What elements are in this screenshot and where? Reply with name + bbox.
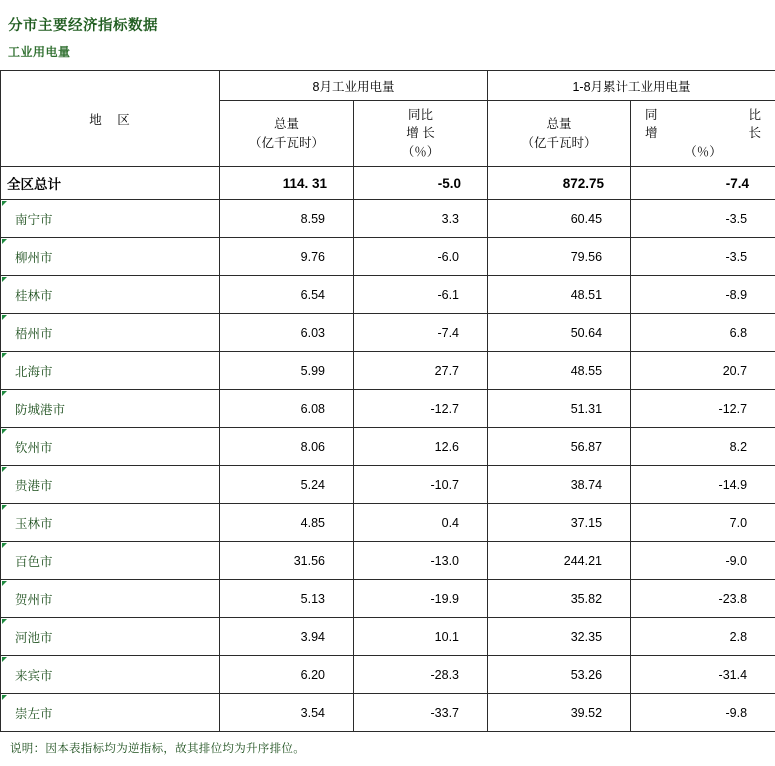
row-region-label (1, 238, 220, 276)
row-region-label (1, 314, 220, 352)
region-name: 柳州市 (15, 250, 53, 265)
row-region-label (1, 580, 220, 618)
row-region-label (1, 694, 220, 732)
table-row (1, 276, 775, 314)
cum-growth-line2: 增 长 (645, 126, 762, 141)
table-data-rows (1, 200, 775, 732)
row-aug-total: 8.59 (220, 200, 354, 238)
row-cum-growth: -9.0 (631, 542, 775, 580)
row-cum-total: 60.45 (488, 200, 631, 238)
row-cum-total: 48.51 (488, 276, 631, 314)
comment-marker-icon (2, 239, 7, 244)
comment-marker-icon (2, 619, 7, 624)
row-aug-total: 3.54 (220, 694, 354, 732)
comment-marker-icon (2, 657, 7, 662)
row-cum-growth: -14.9 (631, 466, 775, 504)
cum-growth-line1: 同比 (645, 108, 762, 123)
row-aug-growth: 0.4 (354, 504, 488, 542)
table-row (1, 504, 775, 542)
table-header (1, 71, 775, 167)
row-cum-total: 38.74 (488, 466, 631, 504)
total-region-label: 全区总计 (1, 167, 220, 200)
column-header-cum-total (488, 101, 631, 167)
cum-total-line1: 总量 (546, 117, 572, 132)
row-cum-growth: 6.8 (631, 314, 775, 352)
row-aug-total: 4.85 (220, 504, 354, 542)
table-row (1, 352, 775, 390)
row-cum-growth: -12.7 (631, 390, 775, 428)
row-cum-total: 48.55 (488, 352, 631, 390)
row-aug-total: 6.03 (220, 314, 354, 352)
table-row (1, 428, 775, 466)
comment-marker-icon (2, 695, 7, 700)
row-aug-growth: -12.7 (354, 390, 488, 428)
comment-marker-icon (2, 277, 7, 282)
aug-growth-line2: 增 长 (406, 126, 435, 141)
region-name: 贵港市 (15, 478, 53, 493)
row-cum-total: 53.26 (488, 656, 631, 694)
aug-total-line1: 总量 (273, 117, 299, 132)
row-region-label (1, 466, 220, 504)
total-cum-growth: -7.4 (631, 167, 775, 200)
total-cum-total: 872.75 (488, 167, 631, 200)
column-header-region: 地 区 (1, 71, 220, 167)
table-row (1, 238, 775, 276)
row-aug-total: 5.24 (220, 466, 354, 504)
table-row (1, 656, 775, 694)
row-aug-total: 3.94 (220, 618, 354, 656)
row-aug-total: 6.20 (220, 656, 354, 694)
row-cum-growth: -3.5 (631, 238, 775, 276)
comment-marker-icon (2, 315, 7, 320)
aug-total-unit: （亿千瓦时） (248, 135, 324, 150)
row-region-label (1, 200, 220, 238)
region-name: 来宾市 (15, 668, 53, 683)
cum-growth-unit: （％） (684, 144, 722, 159)
row-cum-total: 37.15 (488, 504, 631, 542)
region-name: 贺州市 (15, 592, 53, 607)
row-cum-growth: 8.2 (631, 428, 775, 466)
row-cum-growth: -23.8 (631, 580, 775, 618)
row-aug-growth: -7.4 (354, 314, 488, 352)
column-header-cum-growth (631, 101, 775, 167)
row-cum-total: 56.87 (488, 428, 631, 466)
row-region-label (1, 428, 220, 466)
row-aug-total: 9.76 (220, 238, 354, 276)
table-note: 说明：因本表指标均为逆指标，故其排位均为升序排位。 (10, 743, 305, 755)
comment-marker-icon (2, 201, 7, 206)
row-aug-growth: -6.1 (354, 276, 488, 314)
comment-marker-icon (2, 353, 7, 358)
row-aug-growth: -6.0 (354, 238, 488, 276)
row-region-label (1, 542, 220, 580)
table-body (1, 167, 775, 200)
row-cum-growth: -31.4 (631, 656, 775, 694)
table-row (1, 542, 775, 580)
row-region-label (1, 656, 220, 694)
table-row (1, 618, 775, 656)
aug-growth-line1: 同比 (408, 108, 434, 123)
table-row (1, 694, 775, 732)
table-row-total (1, 167, 775, 200)
table-row (1, 466, 775, 504)
row-aug-growth: -33.7 (354, 694, 488, 732)
row-region-label (1, 352, 220, 390)
header-row-groups (1, 71, 775, 101)
row-cum-total: 35.82 (488, 580, 631, 618)
row-region-label (1, 390, 220, 428)
region-name: 玉林市 (15, 516, 53, 531)
row-aug-total: 5.99 (220, 352, 354, 390)
region-name: 百色市 (15, 554, 53, 569)
row-aug-growth: 3.3 (354, 200, 488, 238)
row-aug-total: 5.13 (220, 580, 354, 618)
row-cum-total: 244.21 (488, 542, 631, 580)
page-title: 分市主要经济指标数据 (8, 18, 158, 34)
region-name: 崇左市 (15, 706, 53, 721)
row-aug-growth: -28.3 (354, 656, 488, 694)
row-cum-total: 51.31 (488, 390, 631, 428)
comment-marker-icon (2, 429, 7, 434)
column-group-cumulative: 1-8月累计工业用电量 (488, 71, 775, 101)
table-row (1, 314, 775, 352)
comment-marker-icon (2, 543, 7, 548)
region-name: 桂林市 (15, 288, 53, 303)
total-aug-growth: -5.0 (354, 167, 488, 200)
row-aug-total: 8.06 (220, 428, 354, 466)
comment-marker-icon (2, 581, 7, 586)
row-aug-growth: -13.0 (354, 542, 488, 580)
row-aug-total: 6.54 (220, 276, 354, 314)
row-region-label (1, 618, 220, 656)
row-cum-growth: 2.8 (631, 618, 775, 656)
row-cum-growth: 7.0 (631, 504, 775, 542)
row-cum-growth: -9.8 (631, 694, 775, 732)
region-name: 梧州市 (15, 326, 53, 341)
row-aug-growth: -19.9 (354, 580, 488, 618)
row-region-label (1, 276, 220, 314)
column-header-aug-total (220, 101, 354, 167)
economic-indicator-table (0, 70, 775, 732)
page-subtitle: 工业用电量 (8, 45, 71, 59)
aug-growth-unit: （％） (401, 144, 440, 159)
region-name: 钦州市 (15, 440, 53, 455)
table-row (1, 580, 775, 618)
column-group-aug: 8月工业用电量 (220, 71, 488, 101)
comment-marker-icon (2, 505, 7, 510)
row-region-label (1, 504, 220, 542)
row-cum-total: 39.52 (488, 694, 631, 732)
row-cum-growth: -8.9 (631, 276, 775, 314)
total-aug-total: 114. 31 (220, 167, 354, 200)
comment-marker-icon (2, 391, 7, 396)
column-header-aug-growth (354, 101, 488, 167)
row-aug-total: 31.56 (220, 542, 354, 580)
region-name: 防城港市 (15, 402, 66, 417)
row-aug-growth: 12.6 (354, 428, 488, 466)
cum-total-unit: （亿千瓦时） (521, 135, 597, 150)
row-aug-total: 6.08 (220, 390, 354, 428)
region-name: 南宁市 (15, 212, 53, 227)
comment-marker-icon (2, 467, 7, 472)
row-aug-growth: 10.1 (354, 618, 488, 656)
table-row (1, 390, 775, 428)
row-cum-total: 50.64 (488, 314, 631, 352)
row-aug-growth: -10.7 (354, 466, 488, 504)
region-name: 北海市 (15, 364, 53, 379)
row-cum-total: 32.35 (488, 618, 631, 656)
region-name: 河池市 (15, 630, 53, 645)
row-cum-total: 79.56 (488, 238, 631, 276)
row-cum-growth: 20.7 (631, 352, 775, 390)
row-cum-growth: -3.5 (631, 200, 775, 238)
row-aug-growth: 27.7 (354, 352, 488, 390)
table-row (1, 200, 775, 238)
